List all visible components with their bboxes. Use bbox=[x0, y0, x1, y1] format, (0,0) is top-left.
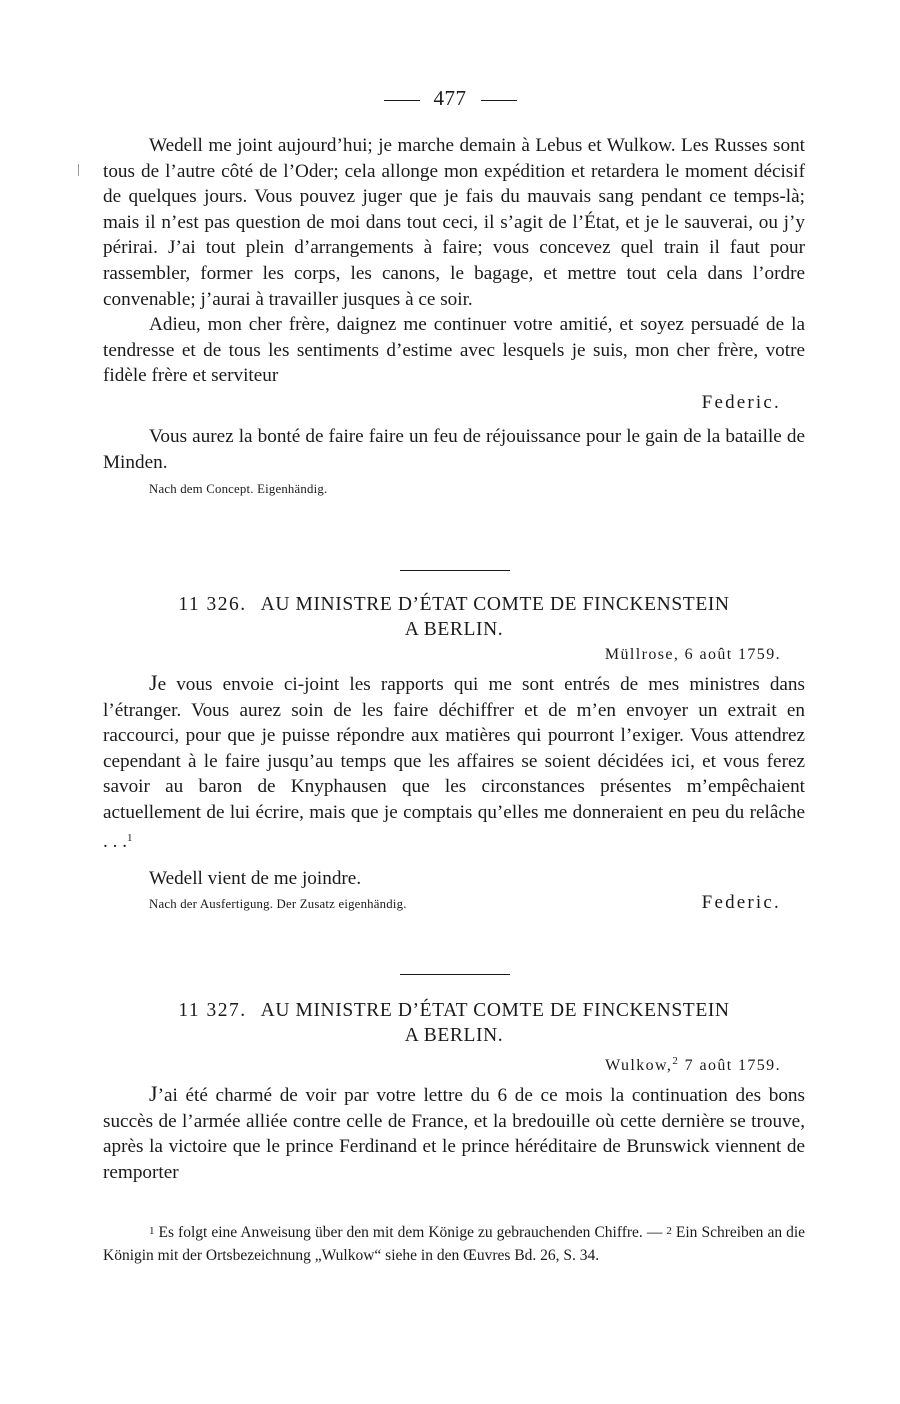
heading-line-1: AU MINISTRE D’ÉTAT COMTE DE FINCKENSTEIN bbox=[260, 1000, 730, 1021]
dateline-place: Wulkow, bbox=[605, 1057, 673, 1074]
signature: Federic. bbox=[701, 391, 781, 413]
letter-continued bbox=[103, 133, 805, 498]
footnote-ref: 1 bbox=[126, 831, 133, 844]
drop-initial: J bbox=[149, 670, 158, 695]
addition: Wedell vient de me joindre. bbox=[149, 868, 362, 890]
footnote-mark: 1 bbox=[149, 1225, 155, 1237]
footnotes bbox=[103, 1220, 805, 1267]
letter-body bbox=[103, 1081, 805, 1185]
section-divider bbox=[400, 974, 510, 975]
heading-line-1: AU MINISTRE D’ÉTAT COMTE DE FINCKENSTEIN bbox=[260, 594, 730, 615]
footnote-1: Es folgt eine Anweisung über den mit dem Könige zu gebrauchenden Chiffre. bbox=[158, 1224, 643, 1241]
dateline: Müllrose, 6 août 1759. bbox=[604, 646, 781, 663]
source-note: Nach dem Concept. Eigenhändig. bbox=[149, 482, 328, 497]
header-dash-right bbox=[481, 100, 517, 101]
letter-11327 bbox=[103, 998, 805, 1185]
header-dash-left bbox=[384, 100, 420, 101]
letter-body bbox=[103, 670, 805, 854]
footnote-2: Ein Schreiben an die Königin mit der Ortsbezeichnung „Wulkow“ siehe in den Œuvres Bd. 26, S. 34. bbox=[103, 1224, 806, 1264]
heading-line-2: A BERLIN. bbox=[404, 619, 504, 640]
letter-number: 11 326. bbox=[178, 594, 247, 615]
closing-row bbox=[103, 890, 805, 915]
page-number: 477 bbox=[433, 86, 467, 110]
paragraph: Wedell me joint aujourd’hui; je marche demain à Lebus et Wulkow. Les Russes sont tous de l’autre côté de l’Oder; cela allonge mon expédition et retardera le moment décisif de quelques jours. Vous pouvez juger que je fais du mauvais sang pendant ce temps-là; mais il n’est pas question de moi dans tout ceci, il s’agit de l’État, et je le sauverai, ou j’y périrai. J’ai tout plein d’arrangements à faire; vous concevez quel train il faut pour rassembler, former les corps, les canons, le bagage, et mettre tout cela dans l’ordre convenable; j’aurai à travailler jusques à ce soir. bbox=[103, 135, 805, 310]
signature: Federic. bbox=[701, 891, 781, 913]
body-text: ’ai été charmé de voir par votre lettre du 6 de ce mois la continuation des bons succès de l’armée alliée contre celle de France, et la bredouille où cette dernière se trouve, après la victoire que le prince Ferdinand et le prince héréditaire de Brunswick viennent de remporter bbox=[103, 1085, 805, 1183]
letter-11326 bbox=[103, 592, 805, 915]
paragraph: Adieu, mon cher frère, daignez me continuer votre amitié, et soyez persuadé de la tendresse et de tous les sentiments d’estime avec lesquels je suis, mon cher frère, votre fidèle frère et serviteur bbox=[103, 314, 805, 387]
page-header bbox=[0, 86, 900, 111]
letter-number: 11 327. bbox=[178, 1000, 247, 1021]
drop-initial: J bbox=[149, 1081, 158, 1106]
footnote-ref: 2 bbox=[672, 1055, 680, 1067]
letter-heading bbox=[103, 998, 805, 1023]
footnote-separator: — bbox=[646, 1224, 663, 1241]
dateline-date: 7 août 1759. bbox=[684, 1057, 781, 1074]
section-divider bbox=[400, 570, 510, 571]
footnote-mark: 2 bbox=[666, 1225, 672, 1237]
heading-line-2: A BERLIN. bbox=[404, 1025, 504, 1046]
footnote-block bbox=[103, 1220, 805, 1267]
source-note: Nach der Ausfertigung. Der Zusatz eigenhändig. bbox=[149, 896, 407, 911]
dateline bbox=[103, 1050, 805, 1077]
postscript: Vous aurez la bonté de faire faire un feu de réjouissance pour le gain de la bataille de Minden. bbox=[103, 425, 805, 473]
body-text: e vous envoie ci-joint les rapports qui me sont entrés de mes ministres dans l’étranger. Vous aurez soin de les faire déchiffrer et de m’en envoyer un extrait en raccourci, pour que je puisse répondre aux matières qui pourront l’exiger. Vous attendrez cependant à le faire jusqu’au temps que les affaires se soient décidées ici, et vous ferez savoir au baron de Knyphausen que les circonstances présentes m’empêchaient actuellement de lui écrire, mais que je comptais qu’elles me donneraient en peu du relâche . . . bbox=[103, 674, 805, 852]
margin-mark bbox=[78, 164, 79, 176]
letter-heading bbox=[103, 592, 805, 617]
